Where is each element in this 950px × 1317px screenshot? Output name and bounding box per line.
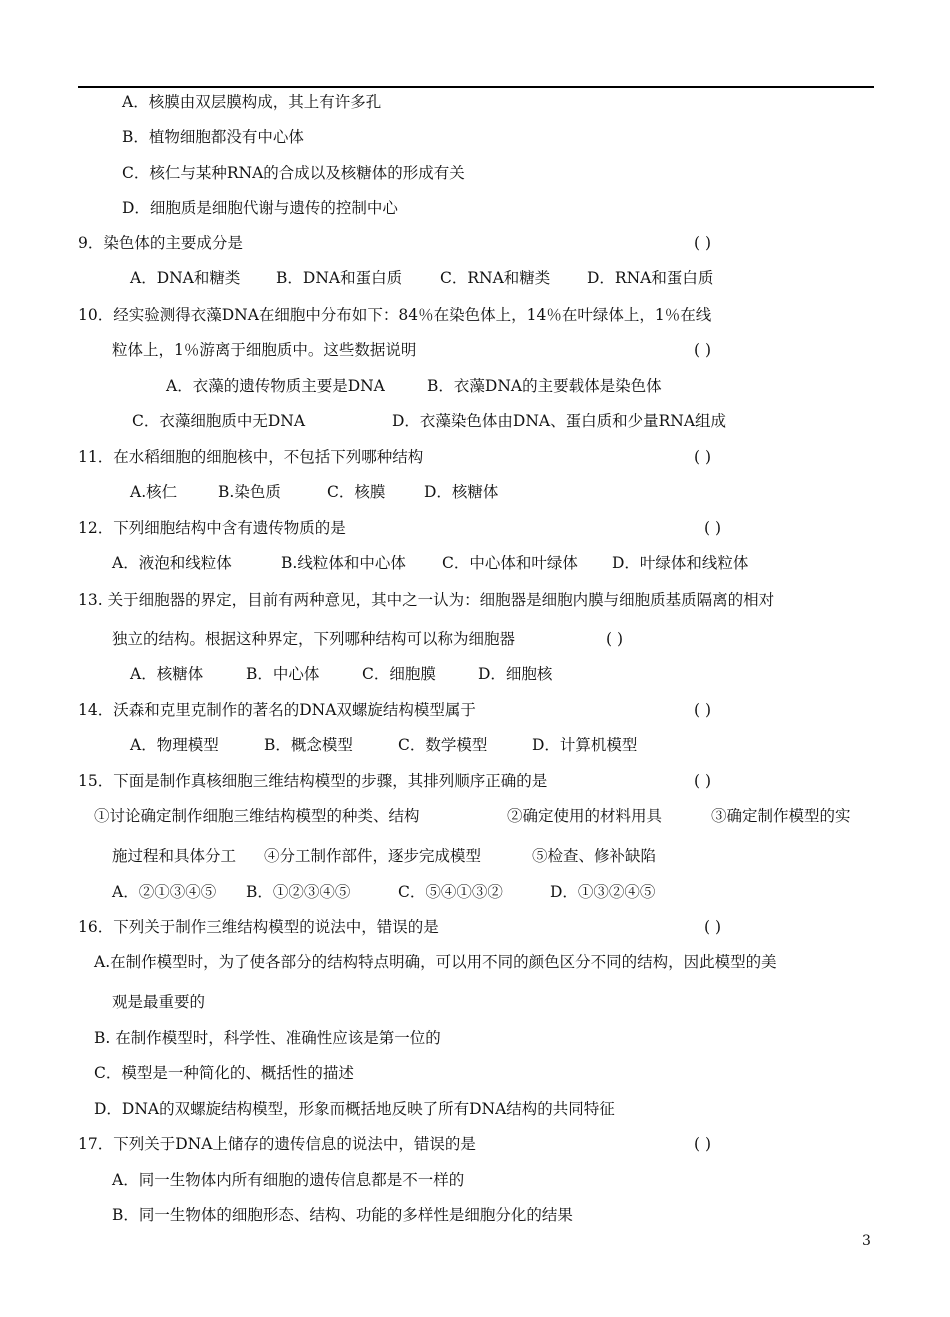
q15-option-a: A．②①③④⑤ <box>112 883 217 901</box>
q10-stem-line2: 粒体上，1％游离于细胞质中。这些数据说明 <box>112 341 417 359</box>
q8-option-d: D．细胞质是细胞代谢与遗传的控制中心 <box>122 199 398 217</box>
q13-option-a: A．核糖体 <box>130 665 204 683</box>
q17-stem: 17．下列关于DNA上储存的遗传信息的说法中，错误的是 <box>78 1135 476 1153</box>
q12-answer-blank: ( ) <box>704 519 722 537</box>
q16-stem: 16．下列关于制作三维结构模型的说法中，错误的是 <box>78 918 439 936</box>
q10-option-c: C．衣藻细胞质中无DNA <box>132 412 306 430</box>
q10-option-b: B．衣藻DNA的主要载体是染色体 <box>427 377 662 395</box>
q11-option-c: C．核膜 <box>327 483 386 501</box>
q8-option-b: B．植物细胞都没有中心体 <box>122 128 304 146</box>
q9-stem: 9．染色体的主要成分是 <box>78 234 243 252</box>
q15-answer-blank: ( ) <box>694 772 712 790</box>
q10-stem-line1: 10．经实验测得衣藻DNA在细胞中分布如下：84％在染色体上，14％在叶绿体上，1％在线 <box>78 306 712 324</box>
q13-stem-line1: 13. 关于细胞器的界定，目前有两种意见，其中之一认为：细胞器是细胞内膜与细胞质基质隔离的相对 <box>78 591 775 609</box>
q14-option-d: D．计算机模型 <box>532 736 638 754</box>
q12-option-d: D．叶绿体和线粒体 <box>612 554 749 572</box>
q9-option-d: D．RNA和蛋白质 <box>587 269 714 287</box>
q17-option-b: B．同一生物体的细胞形态、结构、功能的多样性是细胞分化的结果 <box>112 1206 573 1224</box>
q10-answer-blank: ( ) <box>694 341 712 359</box>
q11-option-a: A.核仁 <box>130 483 178 501</box>
q11-stem: 11．在水稻细胞的细胞核中，不包括下列哪种结构 <box>78 448 424 466</box>
q15-step-2: ②确定使用的材料用具 <box>507 807 663 825</box>
q14-answer-blank: ( ) <box>694 701 712 719</box>
q15-option-d: D．①③②④⑤ <box>550 883 656 901</box>
q16-option-a-line1: A.在制作模型时，为了使各部分的结构特点明确，可以用不同的颜色区分不同的结构，因此模型的美 <box>94 953 777 971</box>
q13-option-c: C．细胞膜 <box>362 665 436 683</box>
q17-option-a: A．同一生物体内所有细胞的遗传信息都是不一样的 <box>112 1171 465 1189</box>
q15-step-5: ⑤检查、修补缺陷 <box>532 847 657 865</box>
q15-step-1: ①讨论确定制作细胞三维结构模型的种类、结构 <box>94 807 420 825</box>
q11-option-b: B.染色质 <box>218 483 281 501</box>
q9-option-a: A．DNA和糖类 <box>130 269 241 287</box>
q14-stem: 14．沃森和克里克制作的著名的DNA双螺旋结构模型属于 <box>78 701 476 719</box>
q10-option-d: D．衣藻染色体由DNA、蛋白质和少量RNA组成 <box>392 412 727 430</box>
q12-option-c: C．中心体和叶绿体 <box>442 554 578 572</box>
q16-option-b: B. 在制作模型时，科学性、准确性应该是第一位的 <box>94 1029 441 1047</box>
q15-stem: 15．下面是制作真核细胞三维结构模型的步骤，其排列顺序正确的是 <box>78 772 548 790</box>
page-number: 3 <box>862 1233 871 1249</box>
q16-answer-blank: ( ) <box>704 918 722 936</box>
q13-answer-blank: ( ) <box>606 630 624 648</box>
q14-option-a: A．物理模型 <box>130 736 219 754</box>
q17-answer-blank: ( ) <box>694 1135 712 1153</box>
q13-option-b: B．中心体 <box>246 665 320 683</box>
q11-option-d: D．核糖体 <box>424 483 499 501</box>
q13-stem-line2: 独立的结构。根据这种界定，下列哪种结构可以称为细胞器 <box>112 630 516 648</box>
q8-option-a: A．核膜由双层膜构成，其上有许多孔 <box>122 93 382 111</box>
q9-option-c: C．RNA和糖类 <box>440 269 551 287</box>
q13-option-d: D．细胞核 <box>478 665 553 683</box>
q10-option-a: A．衣藻的遗传物质主要是DNA <box>166 377 385 395</box>
q12-option-b: B.线粒体和中心体 <box>281 554 406 572</box>
q8-option-c: C．核仁与某种RNA的合成以及核糖体的形成有关 <box>122 164 465 182</box>
q15-step-3: ③确定制作模型的实 <box>711 807 851 825</box>
q16-option-c: C．模型是一种简化的、概括性的描述 <box>94 1064 354 1082</box>
q14-option-c: C．数学模型 <box>398 736 488 754</box>
q16-option-d: D．DNA的双螺旋结构模型，形象而概括地反映了所有DNA结构的共同特征 <box>94 1100 615 1118</box>
q9-option-b: B．DNA和蛋白质 <box>276 269 403 287</box>
q16-option-a-line2: 观是最重要的 <box>112 993 206 1011</box>
header-rule <box>78 86 874 88</box>
q9-answer-blank: ( ) <box>694 234 712 252</box>
q11-answer-blank: ( ) <box>694 448 712 466</box>
q15-step-3-cont: 施过程和具体分工 <box>112 847 237 865</box>
q12-stem: 12．下列细胞结构中含有遗传物质的是 <box>78 519 346 537</box>
q14-option-b: B．概念模型 <box>264 736 353 754</box>
q15-option-b: B．①②③④⑤ <box>246 883 351 901</box>
q15-option-c: C．⑤④①③② <box>398 883 503 901</box>
q12-option-a: A．液泡和线粒体 <box>112 554 232 572</box>
q15-step-4: ④分工制作部件，逐步完成模型 <box>264 847 482 865</box>
